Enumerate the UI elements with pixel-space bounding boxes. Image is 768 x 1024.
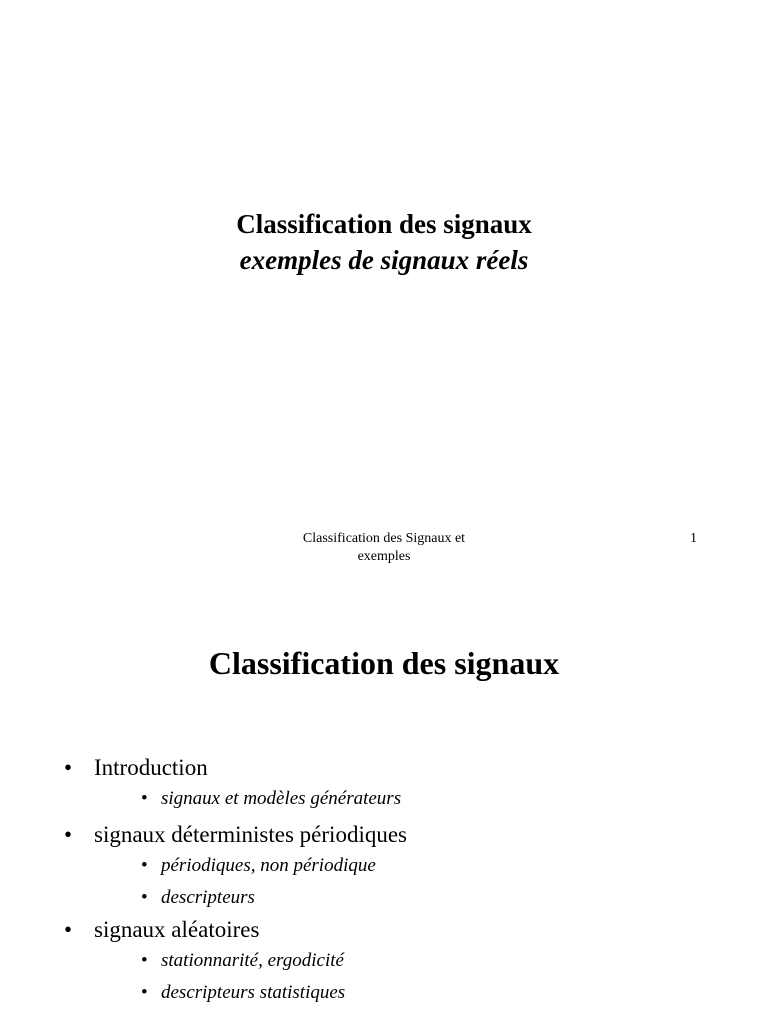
footer-line1: Classification des Signaux et bbox=[302, 531, 466, 546]
outline-subitem-text: descripteurs statistiques bbox=[161, 982, 346, 1003]
outline-list bbox=[0, 752, 768, 1009]
outline-subitem-text: périodiques, non périodique bbox=[161, 855, 376, 876]
outline-subitem bbox=[0, 882, 768, 914]
bullet-icon: • bbox=[64, 822, 73, 847]
slide1-subtitle: exemples de signaux réels bbox=[239, 245, 529, 275]
page-number: 1 bbox=[690, 531, 697, 546]
outline-subitem bbox=[0, 977, 768, 1009]
bullet-icon: • bbox=[141, 855, 148, 876]
outline-item-text: signaux déterministes périodiques bbox=[94, 822, 407, 847]
bullet-icon: • bbox=[141, 950, 148, 971]
slide1-title: Classification des signaux bbox=[236, 209, 532, 239]
bullet-icon: • bbox=[141, 788, 148, 809]
outline-subitem bbox=[0, 850, 768, 882]
outline-item-text: Introduction bbox=[94, 755, 208, 780]
outline-subitem-text: descripteurs bbox=[161, 887, 255, 908]
outline-item bbox=[0, 914, 768, 945]
outline-subitem bbox=[0, 783, 768, 819]
bullet-icon: • bbox=[141, 887, 148, 908]
bullet-icon: • bbox=[64, 755, 73, 780]
outline-subitem-text: stationnarité, ergodicité bbox=[161, 950, 344, 971]
bullet-icon: • bbox=[141, 982, 148, 1003]
outline-item-text: signaux aléatoires bbox=[94, 917, 260, 942]
slide2-title: Classification des signaux bbox=[208, 645, 560, 681]
bullet-icon: • bbox=[64, 917, 73, 942]
outline-subitem-text: signaux et modèles générateurs bbox=[161, 788, 402, 809]
slide1-footer bbox=[284, 530, 484, 566]
outline-item bbox=[0, 752, 768, 783]
outline-item bbox=[0, 819, 768, 850]
outline-subitem bbox=[0, 945, 768, 977]
slide1-title-block bbox=[0, 206, 768, 278]
footer-line2: exemples bbox=[357, 549, 411, 564]
